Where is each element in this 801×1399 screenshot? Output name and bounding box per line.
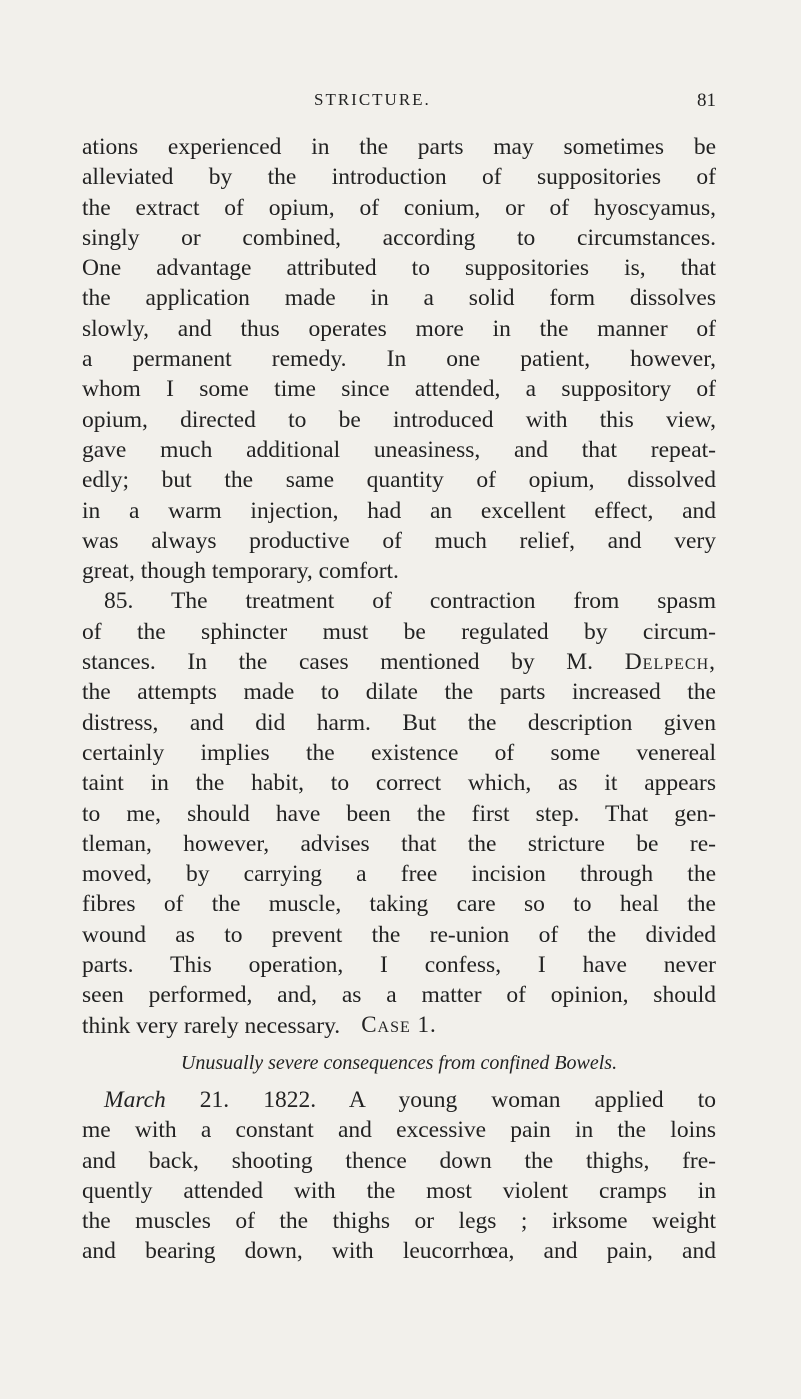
text-line xyxy=(82,647,716,677)
text-line: quently attended with the most violent cramps in xyxy=(82,1177,716,1204)
text-line: One advantage attributed to suppositories is, that xyxy=(82,255,716,282)
text-line: alleviated by the introduction of suppositories of xyxy=(82,164,716,191)
author-name-delpech: Delpech, xyxy=(624,649,716,676)
text-line: think very rarely necessary. xyxy=(82,1012,341,1039)
case-first-line xyxy=(82,1085,716,1115)
text-line: great, though temporary, comfort. xyxy=(82,558,399,585)
text-line: wound as to prevent the re-union of the divided xyxy=(82,921,716,948)
text-line: slowly, and thus operates more in the manner of xyxy=(82,315,716,342)
text-line: the muscles of the thighs or legs ; irksome weight xyxy=(82,1208,716,1235)
text-line: whom I some time since attended, a suppository of xyxy=(82,376,716,403)
text-line: opium, directed to be introduced with this view, xyxy=(82,406,716,433)
text-line: certainly implies the existence of some venereal xyxy=(82,739,716,766)
running-header xyxy=(82,90,716,114)
text-line: taint in the habit, to correct which, as it appears xyxy=(82,770,716,797)
text-line: singly or combined, according to circumstances. xyxy=(82,224,716,251)
body-text xyxy=(82,132,716,1041)
text-line: the extract of opium, of conium, or of hyoscyamus, xyxy=(82,194,716,221)
running-title: STRICTURE. xyxy=(314,90,431,109)
text-line: distress, and did harm. But the description given xyxy=(82,709,716,736)
text-line: moved, by carrying a free incision through the xyxy=(82,861,716,888)
text-line: fibres of the muscle, taking care so to heal the xyxy=(82,891,716,918)
text-line: parts. This operation, I confess, I have never xyxy=(82,952,716,979)
text-line: to me, should have been the first step. That gen- xyxy=(82,800,716,827)
case-subheading: Unusually severe consequences from confined Bowels. xyxy=(180,1052,618,1074)
text-line: tleman, however, advises that the stricture be re- xyxy=(82,830,716,857)
paragraph-85-start: 85. The treatment of contraction from spasm xyxy=(104,588,716,615)
text-line: in a warm injection, had an excellent effect, and xyxy=(82,497,716,524)
text-line: the attempts made to dilate the parts increased the xyxy=(82,679,716,706)
case-heading xyxy=(82,1012,716,1038)
text-line: seen performed, and, as a matter of opinion, should xyxy=(82,982,716,1009)
text-line: me with a constant and excessive pain in the loins xyxy=(82,1117,716,1144)
text-line: ations experienced in the parts may sometimes be xyxy=(82,134,716,160)
text-line: edly; but the same quantity of opium, dissolved xyxy=(82,467,716,494)
text-line: the application made in a solid form dissolves xyxy=(82,285,716,312)
case-heading-text: Case 1. xyxy=(361,1012,437,1037)
text-line: gave much additional uneasiness, and that repeat- xyxy=(82,436,716,463)
text-line: was always productive of much relief, and very xyxy=(82,527,716,554)
text-line: and bearing down, with leucorrhœa, and pain, and xyxy=(82,1238,716,1265)
text-fragment: stances. In the cases mentioned by M. xyxy=(82,649,625,676)
case-date-month: March xyxy=(104,1087,166,1113)
page-number: 81 xyxy=(697,90,716,111)
case-text xyxy=(82,1085,716,1267)
text-fragment: 21. 1822. A young woman applied to xyxy=(165,1087,716,1113)
text-line: of the sphincter must be regulated by circum- xyxy=(82,618,716,645)
text-line: a permanent remedy. In one patient, however, xyxy=(82,346,716,373)
text-line: and back, shooting thence down the thighs, fre- xyxy=(82,1147,716,1174)
